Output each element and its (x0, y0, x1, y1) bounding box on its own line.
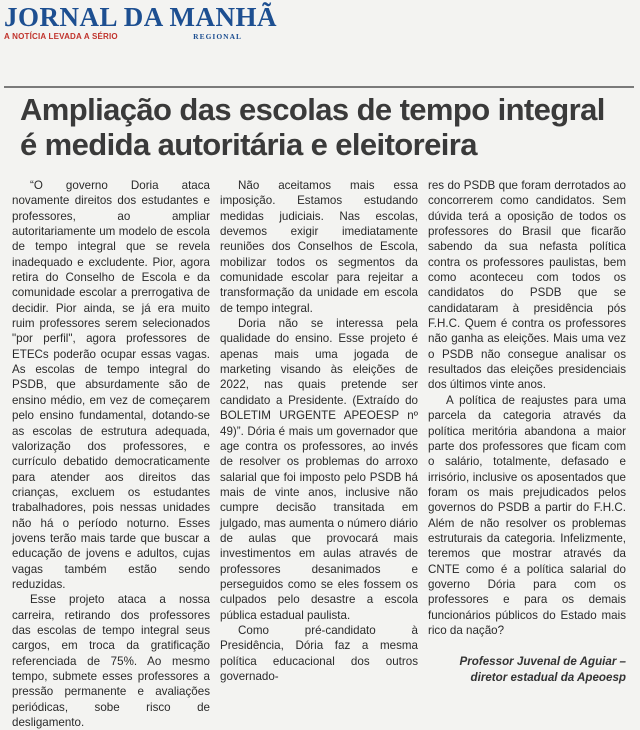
paragraph: Como pré-candidato à Presidência, Dória faz a mesma política educacional dos outros governado- (220, 623, 418, 683)
signature-role: diretor estadual da Apeoesp (470, 670, 626, 684)
author-signature (428, 654, 626, 685)
signature-name: Professor Juvenal de Aguiar – (459, 655, 626, 669)
article-column-3 (428, 178, 626, 685)
paragraph: Não aceitamos mais essa imposição. Estamos estudando medidas judiciais. Nas escolas, devemos exigir imediatamente reuniões dos Conselhos de Escola, mobilizar todos os segmentos da comunidade escolar para rejeitar a transformação da unidade em escola de tempo integral. (220, 179, 418, 315)
headline-line-1: Ampliação das escolas de tempo integral (20, 92, 605, 127)
article-headline (20, 92, 632, 162)
masthead (4, 2, 278, 48)
newspaper-edition: REGIONAL (193, 32, 242, 41)
article-column-1 (12, 178, 210, 730)
headline-rule (4, 86, 634, 88)
article-column-2 (220, 178, 418, 684)
paragraph: Doria não se interessa pela qualidade do ensino. Esse projeto é apenas mais uma jogada de marketing visando às eleições de 2022, nas quais pretende ser candidato a Presidente. (Extraído do BOLETIM URGENTE APEOESP nº 49)”. Dória é mais um governador que age contra os professores, ao invés de resolver os problemas do arroxo salarial que foi imposto pelo PSDB há mais de vinte anos, inclusive não cumpre decisão transitada em julgado, mas aumenta o número diário de aulas que provocará mais investimentos em aulas através de professores desanimados e perseguidos como se eles fossem os culpados pelo desastre a escola pública estadual paulista. (220, 317, 418, 622)
newspaper-logo: JORNAL DA MANHÃ (4, 2, 278, 32)
newspaper-slogan: A NOTÍCIA LEVADA A SÉRIO (4, 32, 118, 41)
paragraph: A política de reajustes para uma parcela da categoria através da política meritória abandona a maior parte dos professores que ficam com o salário, totalmente, defasado e irrisório, inclusive os aposentados que foram os mais prejudicados pelos governos do PSDB a partir do F.H.C. Além de não resolver os problemas estruturais da categoria. Infelizmente, teremos que mostrar através da CNTE como é a política salarial do governo Dória para com os professores e para os demais funcionários públicos do Estado mais rico da nação? (428, 393, 626, 637)
paragraph: res do PSDB que foram derrotados ao concorrerem como candidatos. Sem dúvida terá a oposição de todos os professores do Brasil que ficarão sabendo da sua nefasta política contra os professores paulistas, bem como aconteceu com todos os candidatos do PSDB que se candidataram à presidência pós F.H.C. Quem é contra os professores não ganha as eleições. Mais uma vez o PSDB não consegue analisar os resultados das eleições presidenciais dos últimos vinte anos. (428, 179, 626, 392)
paragraph: Esse projeto ataca a nossa carreira, retirando dos professores das escolas de tempo integral seus cargos, em troca da gratificação referenciada de 75%. Ao mesmo tempo, submete esses professores a pressão permanente e avaliações periódicas, sobe risco de desligamento. (12, 593, 210, 730)
paragraph: “O governo Doria ataca novamente direitos dos estudantes e professores, ao ampliar autoritariamente um modelo de escola de tempo integral que se revela inadequado e excludente. Pior, agora retira do Conselho de Escola e da comunidade escolar a prerrogativa de decidir. Pior ainda, se já era muito ruim professores serem selecionados "por perfil", agora professores de ETECs poderão ocupar essas vagas. As escolas de tempo integral do PSDB, que absurdamente são de ensino médio, em vez de começarem pelo ensino fundamental, dotando-se as escolas de estrutura adequada, valorização dos professores, e currículo debatido democraticamente para atender aos direitos das crianças, excluem os estudantes trabalhadores, pois nessas unidades não há o período noturno. Esses jovens terão mais tarde que buscar a educação de jovens e adultos, cujas vagas também estão sendo reduzidas. (12, 179, 210, 591)
headline-line-2: é medida autoritária e eleitoreira (20, 127, 477, 162)
